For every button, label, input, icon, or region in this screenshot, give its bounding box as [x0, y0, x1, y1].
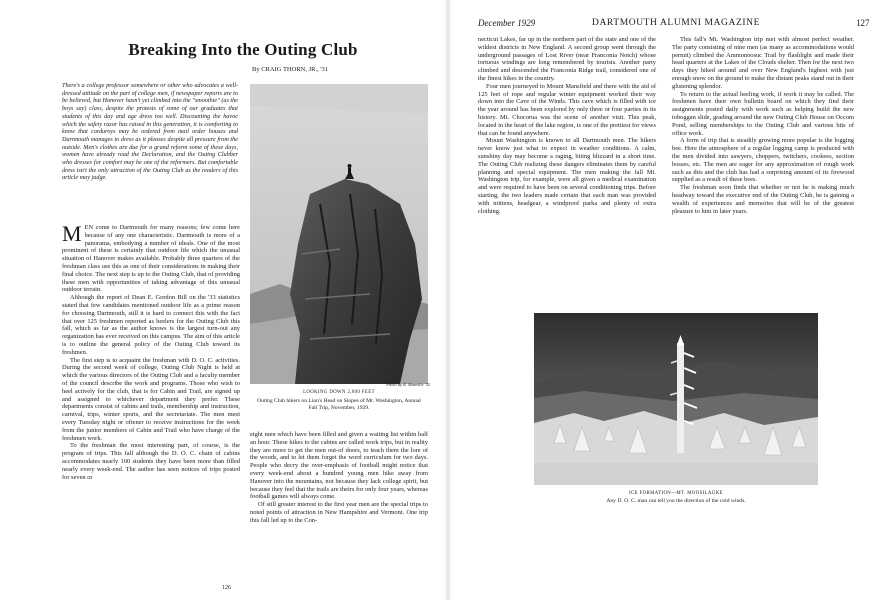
- body-paragraph: A form of trip that is steadily growing more popular is the logging bee. Here the atmosphere of a regular logging camp is produced with the men divided into sawyers, choppers, twitchers, cookees, section bosses, etc. The men are eager for any approximation of rough work such as this and the club has had a surprising amount of its firewood supplied as a result of these bees.: [672, 137, 854, 184]
- photo-caption-title: LOOKING DOWN 2,000 FEET: [303, 390, 375, 395]
- running-head-date: December 1929: [478, 18, 536, 28]
- intro-paragraph: There's a college professor somewhere or other who advocates a well-dressed attitude on the part of college men, if newspaper reports are to be believed, but Hanover hasn't yet climbed into the "smoothie" (as the boys say) class, despite the protests of some of our graduates that students of this day and age dress too well. Discounting the havoc which the safety razor has raised in this generation, it is comforting to know that corduroys may be ordered from mail order houses and Dartmouth manages to dress as it pleases despite all pressure from the outside. Men's clothes are due for a grand reform some of these days, women have already read the Declaration, and the Outing Clubber who dresses for comfort may be one of the reformers. But comfortable dress isn't the only attraction of the Outing Club as the readers of this article may judge.: [62, 82, 238, 182]
- body-paragraph-text: EN come to Dartmouth for many reasons; few come here because of any one characteristic. Dartmouth is more of a panorama, embodying a number of ideals. One of the most prominent of these is certainly that outdoor life which the unusual situation of Hanover makes available. Probably three quarters of the freshman class use this as one of their considerations in making their final choice. The next step is up to the Outing Club, that of providing these men with opportunities of taking advantage of this unusual outdoor terrain.: [62, 224, 240, 294]
- body-paragraph: Four men journeyed to Mount Mansfield and there with the aid of 125 feet of rope and regular winter equipment worked their way down into the Cave of the Winds. This cave which is filled with ice the year around has been explored by only three or four parties in its history. Mt. Chocorua was the scene of another visit. This peak, located in the heart of the lake region, is one of the prettiest for views that can be found anywhere.: [478, 82, 656, 137]
- body-paragraph: This fall's Mt. Washington trip met with almost perfect weather. The party consisting of nine men (as many as accommodations would permit) climbed the Ammonoosuc Trail by flashlight and made their head quarters at the Lakes of the Clouds shelter. Then for the next two days they hiked around and over New England's highest with just enough snow on the ground to make the distant peaks stand out in their glistening splendor.: [672, 36, 854, 90]
- photo-lions-head: [250, 84, 428, 384]
- body-paragraph: eight men which have been filled and given a waiting list within half an hour. These hikes to the cabins are called work trips, but in reality they are more to get the men out-of doors, to teach them the lore of the woods, and to let them forget the word curriculum for two days. People who decry the over-emphasis of football might notice that every week-end about a hundred young men hike away from Hanover into the mountains, not because they lack college spirit, but because they feel that the trails are theirs for only four years, whereas football games will always come.: [250, 431, 428, 501]
- photo-caption-body: Outing Club hikers on Lion's Head on Slopes of Mt. Washington, Annual Fall Trip, November, 1929.: [257, 398, 421, 411]
- body-paragraph: Mount Washington is known to all Dartmouth men. The hikers never know just what to expect in weather conditions. A calm, sunshiny day may become a raging, biting blizzard in a short time. The Outing Club realizing these dangers eliminates them by careful planning and special equipment. The men making the fall Mt. Washington trip, for example, were all given a medical examination and were required to have been on several conditioning trips. Before starting, the two leaders made certain that each man was provided with mittens, headgear, a windproof parka and plenty of extra clothing.: [478, 137, 656, 215]
- photo-caption-body: Any D. O. C. man can tell you the direction of the cold winds.: [606, 498, 746, 504]
- photo-caption-title: ICE FORMATION—MT. MOOSILAUKE: [629, 491, 723, 496]
- body-column-b: [250, 431, 428, 525]
- body-column-c: [478, 36, 656, 215]
- photo-ice-formation: [534, 313, 818, 485]
- left-page: [0, 0, 446, 600]
- body-paragraph: Of still greater interest to the first year men are the special trips to noted points of attraction in New Hampshire and Vermont. One trip this fall led up to the Con-: [250, 501, 428, 524]
- page-number: 126: [222, 585, 231, 591]
- article-title: Breaking Into the Outing Club: [128, 40, 358, 59]
- body-paragraph: necticut Lakes, far up in the northern part of the state and one of the wildest districts in New England. A second group went through the underground passages of Lost River (near Franconia Notch) whose tortuous windings are long remembered by tourists. Another party climbed and descended the Franconia Ridge trail, considered one of the finest hikes in the country.: [478, 36, 656, 82]
- body-column-a: [62, 221, 240, 481]
- page-number: 127: [856, 18, 870, 28]
- right-page: [450, 0, 896, 600]
- drop-cap: M: [62, 221, 82, 246]
- byline: By CRAIG THORN, JR., '31: [252, 66, 328, 73]
- body-paragraph: Although the report of Dean E. Gordon Bill on the '33 statistics stated that few candidates mentioned outdoor life as a prime reason for choosing Dartmouth, still it is hard to connect this with the fact that over 125 freshmen reported as heelers for the Outing Club this fall, which as far as the author knows is the largest turn-out any organization has ever received on this campus. The aim of this article is to outline the general policy of the Outing Club toward its freshmen.: [62, 294, 240, 356]
- body-paragraph: To the freshman the most interesting part, of course, is the program of trips. This fall although the D. O. C. chain of cabins accommodates nearly 100 students they have been more than filled nearly every week-end. The author has seen notices of trips posted for seven or: [62, 442, 240, 481]
- running-head-title: DARTMOUTH ALUMNI MAGAZINE: [592, 18, 761, 28]
- body-paragraph: The freshman soon finds that whether or not he is making much headway toward the executive end of the Outing Club, he is gaining a wealth of experiences and memories that will be of the greatest pleasure to him in later years.: [672, 184, 854, 215]
- body-column-d: [672, 36, 854, 215]
- body-paragraph: [62, 221, 240, 294]
- body-paragraph: The first step is to acquaint the freshman with D. O. C. activities. During the second week of college, Outing Club Night is held at which the various directors of the Outing Club and a faculty member of the council describe the work and programs. Those who wish to heel actively for the club, that is for Cabin and Trail, are signed up and assigned to whichever department they prefer. These departments consist of cabins and trails, membership and instruction, carnival, trips, winter sports, and the secretariate. The men meet every Tuesday night or oftener to receive instructions for the week from the junior members of Cabin and Trail who have charge of the freshmen work.: [62, 356, 240, 442]
- photo-credit: Photo by R. Manville '32: [386, 382, 430, 387]
- body-paragraph: To return to the actual heeling work, if work it may be called. The freshmen have their own bulletin board on which they find their assignments posted daily with work such as helping build the new toboggan slide, grading around the new Outing Club House on Occom Pond, selling memberships to the Outing Club and various bits of office work.: [672, 90, 854, 137]
